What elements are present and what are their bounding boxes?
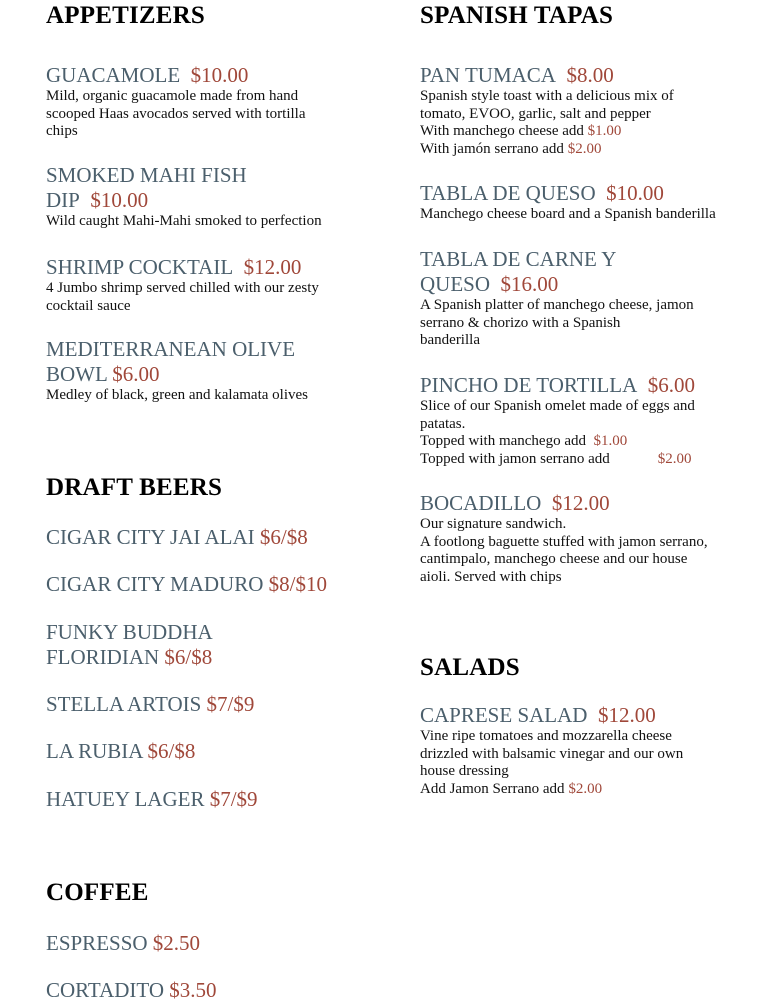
item-name: PINCHO DE TORTILLA bbox=[420, 373, 638, 397]
desc-line: A Spanish platter of manchego cheese, jamon bbox=[420, 297, 694, 313]
addon-line bbox=[420, 433, 750, 451]
item-name-line1: MEDITERRANEAN OLIVE bbox=[46, 337, 296, 361]
item-name: CIGAR CITY MADURO bbox=[46, 572, 264, 596]
beer-item bbox=[46, 692, 386, 717]
desc-line: aioli. Served with chips bbox=[420, 568, 562, 585]
desc-line: patatas. bbox=[420, 415, 466, 432]
item-price: $12.00 bbox=[551, 491, 610, 515]
menu-item-guacamole bbox=[46, 63, 386, 141]
beer-item bbox=[46, 525, 386, 550]
desc-line: Medley of black, green and kalamata olives bbox=[46, 387, 308, 403]
item-name: HATUEY LAGER bbox=[46, 787, 205, 811]
addon-text: Topped with jamon serrano add bbox=[420, 450, 610, 467]
item-title bbox=[420, 373, 750, 398]
item-title bbox=[46, 255, 386, 280]
item-name: SHRIMP COCKTAIL bbox=[46, 255, 234, 279]
item-price: $10.00 bbox=[606, 181, 664, 205]
item-name: STELLA ARTOIS bbox=[46, 692, 202, 716]
item-name-line2: FLORIDIAN bbox=[46, 645, 160, 669]
addon-price: $2.00 bbox=[568, 780, 603, 797]
desc-line: Manchego cheese board and a Spanish banderilla bbox=[420, 206, 716, 222]
item-price: $7/$9 bbox=[206, 692, 255, 716]
item-price: $3.50 bbox=[169, 978, 217, 1002]
item-price: $10.00 bbox=[90, 188, 149, 212]
item-title bbox=[420, 247, 750, 297]
item-price: $16.00 bbox=[500, 272, 559, 296]
item-description bbox=[46, 280, 386, 315]
item-title bbox=[420, 181, 750, 206]
item-price: $12.00 bbox=[243, 255, 302, 279]
item-price: $8/$10 bbox=[268, 572, 327, 596]
item-name-line2: QUESO bbox=[420, 272, 491, 296]
item-description bbox=[46, 88, 386, 141]
desc-line: cocktail sauce bbox=[46, 297, 131, 314]
item-name: CAPRESE SALAD bbox=[420, 703, 588, 727]
item-title bbox=[420, 63, 750, 88]
item-price: $12.00 bbox=[597, 703, 656, 727]
item-title bbox=[420, 491, 750, 516]
item-name: GUACAMOLE bbox=[46, 63, 181, 87]
addon-line bbox=[420, 141, 750, 159]
addon-price: $1.00 bbox=[587, 123, 622, 139]
item-price: $6/$8 bbox=[259, 525, 308, 549]
item-price: $6/$8 bbox=[164, 645, 213, 669]
desc-line: banderilla bbox=[420, 332, 480, 348]
desc-line: Mild, organic guacamole made from hand bbox=[46, 88, 299, 104]
desc-line: drizzled with balsamic vinegar and our own bbox=[420, 745, 684, 762]
addon-price: $2.00 bbox=[567, 140, 602, 157]
item-description bbox=[420, 516, 750, 586]
item-description bbox=[420, 728, 750, 798]
desc-line: Our signature sandwich. bbox=[420, 516, 567, 532]
item-name: TABLA DE QUESO bbox=[420, 181, 596, 205]
desc-line: A footlong baguette stuffed with jamon serrano, bbox=[420, 533, 708, 550]
item-name-line1: SMOKED MAHI FISH bbox=[46, 163, 247, 187]
item-name: PAN TUMACA bbox=[420, 63, 556, 87]
menu-item-pan-tumaca bbox=[420, 63, 750, 158]
coffee-item bbox=[46, 931, 386, 956]
item-price: $10.00 bbox=[190, 63, 249, 87]
beer-item bbox=[46, 739, 386, 764]
desc-line: Wild caught Mahi-Mahi smoked to perfection bbox=[46, 213, 322, 229]
menu-item-tabla-de-carne bbox=[420, 247, 750, 350]
item-price: $6.00 bbox=[647, 373, 696, 397]
desc-line: house dressing bbox=[420, 763, 509, 779]
menu-item-shrimp-cocktail bbox=[46, 255, 386, 315]
addon-text: With manchego cheese add bbox=[420, 123, 584, 139]
menu-item-olive-bowl bbox=[46, 337, 386, 405]
item-description bbox=[420, 88, 750, 158]
item-title bbox=[420, 703, 750, 728]
addon-text: Add Jamon Serrano add bbox=[420, 780, 565, 797]
addon-line bbox=[420, 451, 750, 469]
item-price: $6.00 bbox=[112, 362, 160, 386]
desc-line: chips bbox=[46, 123, 78, 139]
coffee-heading: COFFEE bbox=[46, 879, 149, 906]
addon-text: With jamón serrano add bbox=[420, 140, 564, 157]
addon-text: Topped with manchego add bbox=[420, 433, 586, 449]
item-title bbox=[46, 337, 386, 387]
item-description bbox=[420, 297, 750, 350]
desc-line: cantimpalo, manchego cheese and our house bbox=[420, 551, 688, 567]
menu-item-bocadillo bbox=[420, 491, 750, 586]
item-name-line2: BOWL bbox=[46, 362, 108, 386]
coffee-item bbox=[46, 978, 386, 1003]
item-name-line2: DIP bbox=[46, 188, 80, 212]
item-description bbox=[46, 213, 386, 231]
item-price: $6/$8 bbox=[147, 739, 196, 763]
item-title bbox=[46, 63, 386, 88]
item-description bbox=[420, 206, 750, 224]
desc-line: Slice of our Spanish omelet made of eggs and bbox=[420, 398, 695, 414]
item-price: $2.50 bbox=[152, 931, 201, 955]
salads-heading: SALADS bbox=[420, 654, 520, 681]
item-description bbox=[420, 398, 750, 468]
item-price: $7/$9 bbox=[209, 787, 258, 811]
addon-line bbox=[420, 781, 750, 799]
spanish-tapas-heading: SPANISH TAPAS bbox=[420, 2, 614, 29]
addon-line bbox=[420, 123, 750, 141]
beer-item bbox=[46, 572, 386, 597]
desc-line: serrano & chorizo with a Spanish bbox=[420, 314, 621, 331]
menu-item-smoked-mahi bbox=[46, 163, 386, 231]
item-price: $8.00 bbox=[566, 63, 614, 87]
desc-line: Spanish style toast with a delicious mix of bbox=[420, 88, 674, 104]
menu-item-caprese-salad bbox=[420, 703, 750, 798]
beer-item bbox=[46, 620, 386, 670]
beer-item bbox=[46, 787, 386, 812]
addon-price: $1.00 bbox=[593, 433, 628, 449]
item-description bbox=[46, 387, 386, 405]
appetizers-heading: APPETIZERS bbox=[46, 2, 205, 29]
item-name: LA RUBIA bbox=[46, 739, 143, 763]
draft-beers-heading: DRAFT BEERS bbox=[46, 474, 223, 501]
desc-line: tomato, EVOO, garlic, salt and pepper bbox=[420, 105, 651, 122]
addon-price: $2.00 bbox=[657, 450, 692, 467]
item-name: ESPRESSO bbox=[46, 931, 148, 955]
item-name-line1: FUNKY BUDDHA bbox=[46, 620, 213, 644]
item-title bbox=[46, 163, 386, 213]
desc-line: scooped Haas avocados served with tortilla bbox=[46, 105, 306, 122]
item-name: CIGAR CITY JAI ALAI bbox=[46, 525, 255, 549]
item-name-line1: TABLA DE CARNE Y bbox=[420, 247, 617, 271]
desc-line: Vine ripe tomatoes and mozzarella cheese bbox=[420, 728, 672, 744]
desc-line: 4 Jumbo shrimp served chilled with our zesty bbox=[46, 280, 319, 296]
item-name: CORTADITO bbox=[46, 978, 165, 1002]
menu-item-pincho-de-tortilla bbox=[420, 373, 750, 468]
menu-item-tabla-de-queso bbox=[420, 181, 750, 224]
item-name: BOCADILLO bbox=[420, 491, 542, 515]
